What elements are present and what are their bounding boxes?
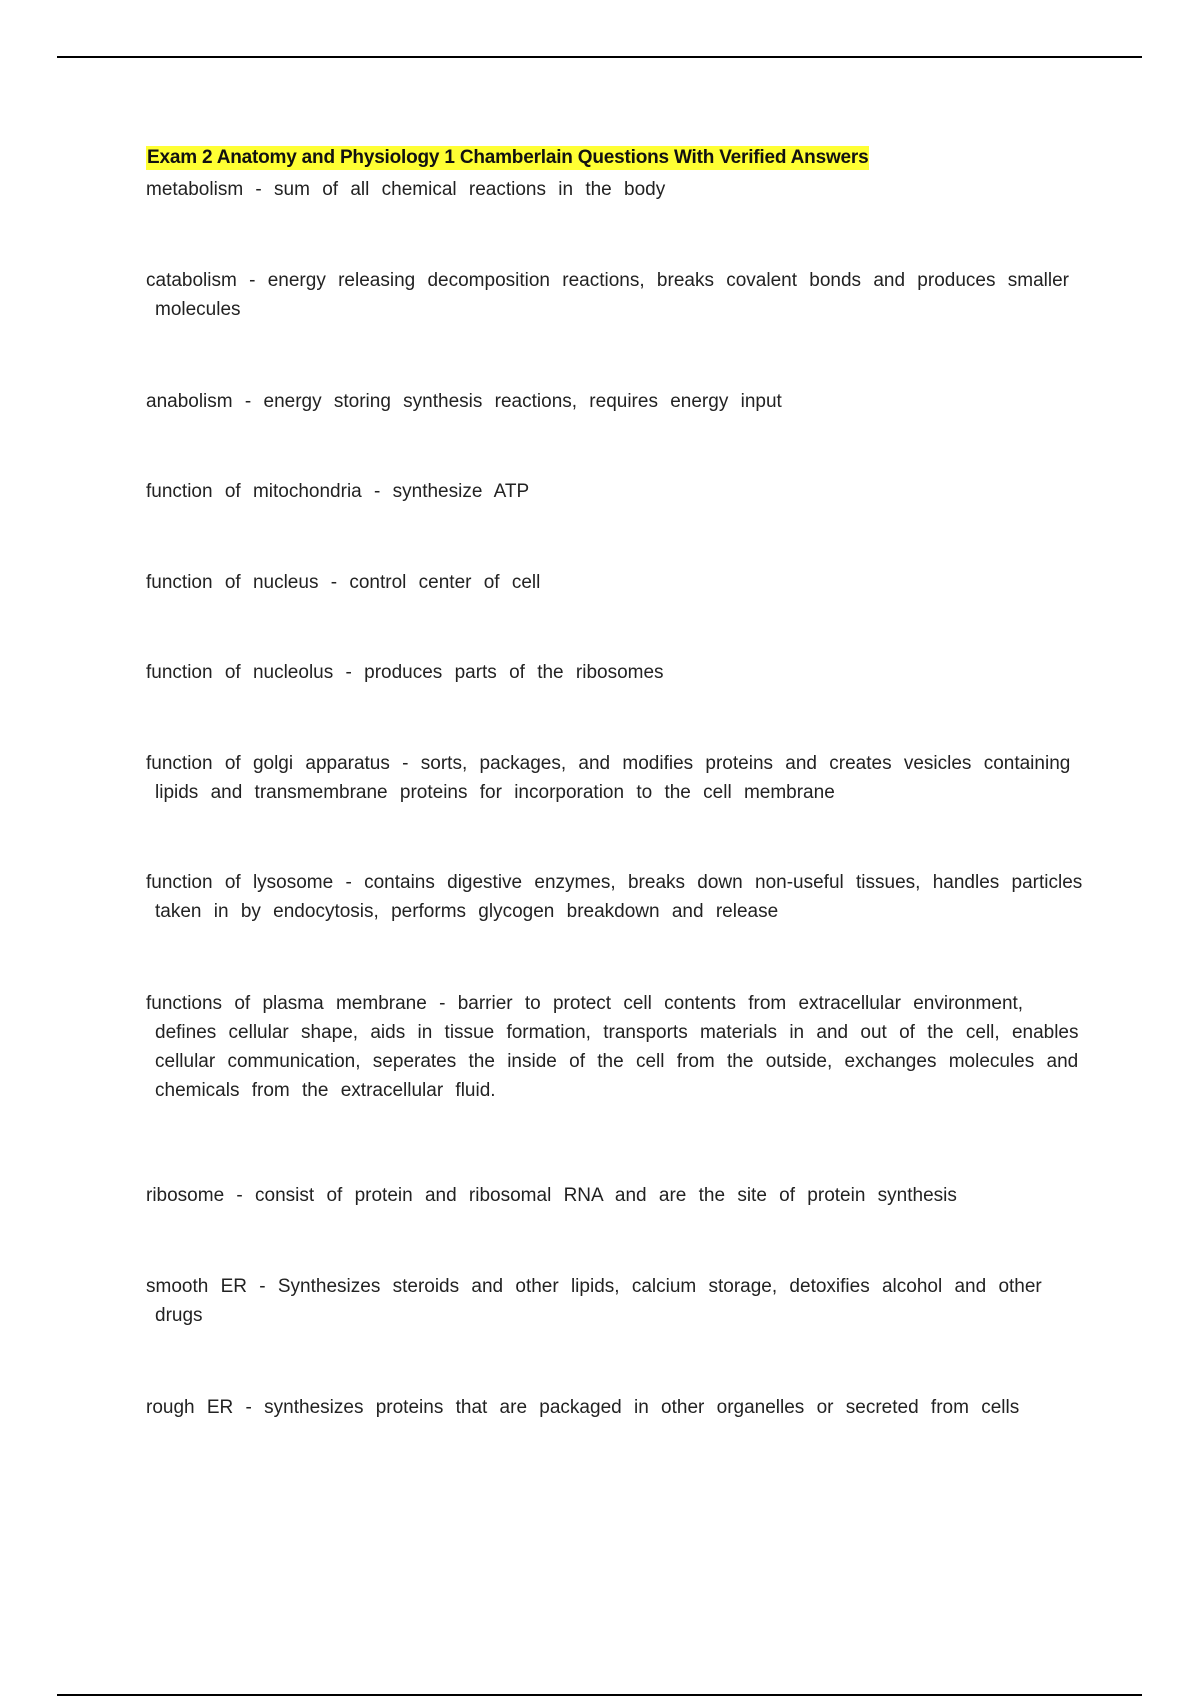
flashcard-entry [146,266,1086,324]
footer-rule [57,1694,1142,1696]
entry-separator: - [236,270,268,291]
flashcard-entry [146,868,1086,926]
flashcard-entry [146,1272,1086,1330]
flashcard-entry [146,477,1086,506]
entry-term: functions of plasma membrane [146,993,427,1014]
entry-definition: energy releasing decomposition reactions, breaks covalent bonds and produces smaller molecules [155,270,1069,320]
entry-separator: - [246,1276,278,1297]
entry-separator: - [318,572,350,593]
entry-term: ribosome [146,1185,225,1206]
entry-separator: - [361,481,393,502]
entry-term: smooth ER [146,1276,247,1297]
flashcard-entry [146,749,1086,807]
flashcard-entry [146,568,1086,597]
entry-term: function of mitochondria [146,481,362,502]
flashcard-entry [146,1181,1086,1210]
entry-definition: contains digestive enzymes, breaks down non-useful tissues, handles particles taken in by endocytosis, performs glycogen breakdown and release [155,872,1083,922]
entry-definition: control center of cell [349,572,541,593]
entry-term: catabolism [146,270,237,291]
entry-separator: - [426,993,458,1014]
entry-term: metabolism [146,179,244,200]
entry-term: rough ER [146,1397,234,1418]
entry-definition: sum of all chemical reactions in the body [274,179,666,200]
entry-separator: - [233,1397,265,1418]
entry-definition: synthesize ATP [392,481,530,502]
flashcard-entry [146,1393,1086,1422]
entry-definition: sorts, packages, and modifies proteins and creates vesicles containing lipids and transmembrane proteins for incorporation to the cell membrane [155,753,1071,803]
entry-definition: synthesizes proteins that are packaged in other organelles or secreted from cells [264,1397,1020,1418]
entry-term: function of lysosome [146,872,334,893]
entry-definition: produces parts of the ribosomes [364,662,664,683]
entry-term: anabolism [146,391,233,412]
flashcard-entry [146,989,1086,1105]
entry-separator: - [243,179,275,200]
entry-separator: - [224,1185,256,1206]
entry-separator: - [333,872,365,893]
flashcard-entry [146,658,1086,687]
entry-definition: consist of protein and ribosomal RNA and are the site of protein synthesis [255,1185,957,1206]
entry-definition: Synthesizes steroids and other lipids, calcium storage, detoxifies alcohol and other drugs [155,1276,1042,1326]
header-rule [57,56,1142,58]
flashcard-entry [146,387,1086,416]
entry-separator: - [389,753,421,774]
entry-term: function of golgi apparatus [146,753,390,774]
flashcard-entry [146,175,1086,204]
entry-separator: - [333,662,365,683]
document-body [146,146,1086,1422]
entry-definition: barrier to protect cell contents from extracellular environment, defines cellular shape, aids in tissue formation, transports materials in and out of the cell, enables cellular communication, seperates the inside of the cell from the outside, exchanges molecules and chemicals from the extracellular fluid. [155,993,1079,1101]
entry-term: function of nucleus [146,572,319,593]
flashcard-list [146,175,1086,1422]
entry-term: function of nucleolus [146,662,334,683]
entry-definition: energy storing synthesis reactions, requires energy input [263,391,782,412]
entry-separator: - [232,391,264,412]
document-title: Exam 2 Anatomy and Physiology 1 Chamberlain Questions With Verified Answers [147,147,869,168]
